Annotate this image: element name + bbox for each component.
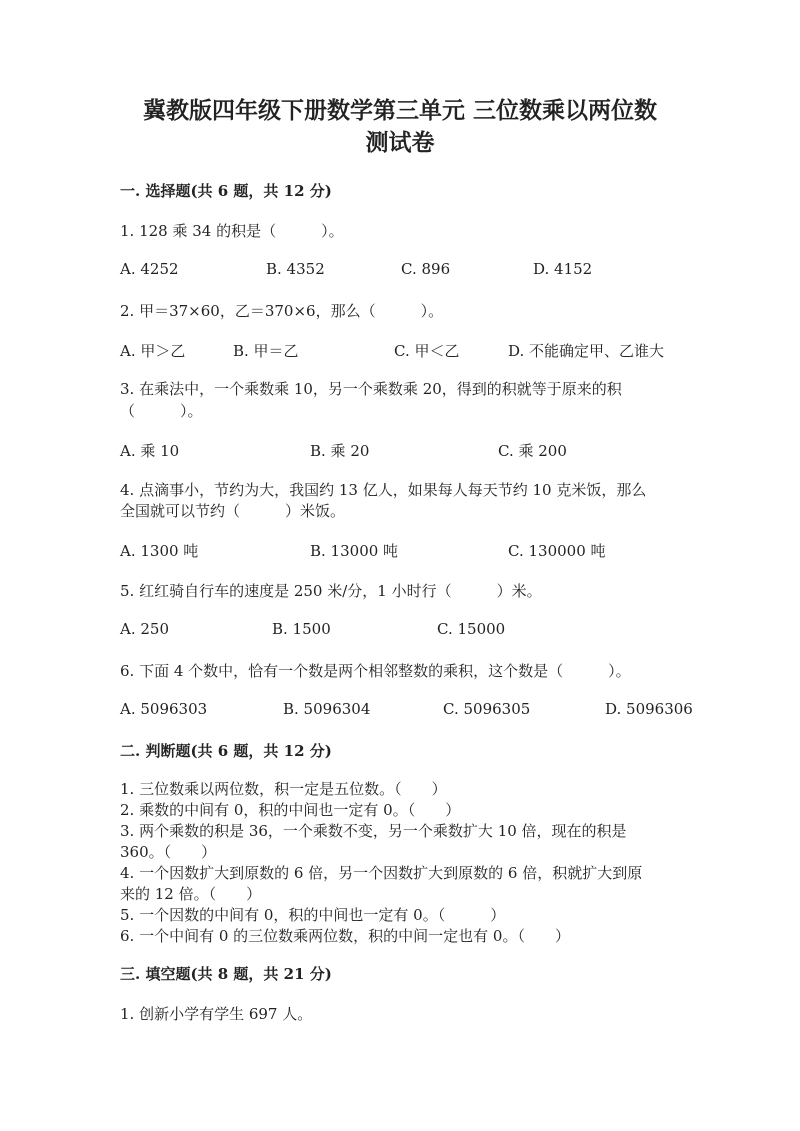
judgment-item-6: 6. 一个中间有 0 的三位数乘两位数，积的中间一定也有 0。（ ） — [120, 927, 570, 945]
question-4-line-1: 4. 点滴事小，节约为大，我国约 13 亿人，如果每人每天节约 10 克米饭，那么 — [120, 481, 647, 499]
q5-option-c: C. 15000 — [437, 620, 506, 638]
judgment-item-5: 5. 一个因数的中间有 0，积的中间也一定有 0。（ ） — [120, 906, 506, 924]
q4-option-a: A. 1300 吨 — [120, 542, 199, 560]
q1-option-a: A. 4252 — [120, 260, 179, 278]
judgment-item-3-line-1: 3. 两个乘数的积是 36，一个乘数不变，另一个乘数扩大 10 倍，现在的积是 — [120, 822, 627, 840]
q4-option-b: B. 13000 吨 — [310, 542, 399, 560]
section-heading-judgment: 二. 判断题(共 6 题，共 12 分) — [120, 742, 332, 760]
q1-option-b: B. 4352 — [266, 260, 325, 278]
q2-option-a: A. 甲＞乙 — [120, 342, 186, 360]
judgment-item-2: 2. 乘数的中间有 0，积的中间也一定有 0。（ ） — [120, 801, 461, 819]
q6-option-c: C. 5096305 — [443, 700, 531, 718]
q3-option-a: A. 乘 10 — [120, 442, 180, 460]
question-3-line-2: （ ）。 — [120, 402, 203, 420]
question-1: 1. 128 乘 34 的积是（ ）。 — [120, 222, 344, 240]
q6-option-d: D. 5096306 — [605, 700, 693, 718]
judgment-item-1: 1. 三位数乘以两位数，积一定是五位数。（ ） — [120, 780, 447, 798]
q5-option-a: A. 250 — [120, 620, 169, 638]
question-2: 2. 甲＝37×60，乙＝370×6，那么（ ）。 — [120, 302, 444, 320]
q4-option-c: C. 130000 吨 — [508, 542, 606, 560]
q2-option-d: D. 不能确定甲、乙谁大 — [508, 342, 665, 360]
judgment-item-3-line-2: 360。（ ） — [120, 843, 217, 861]
title-line-1: 冀教版四年级下册数学第三单元 三位数乘以两位数 — [142, 97, 657, 124]
q1-option-d: D. 4152 — [533, 260, 593, 278]
q2-option-c: C. 甲＜乙 — [394, 342, 460, 360]
section-heading-choice: 一. 选择题(共 6 题，共 12 分) — [120, 182, 332, 200]
question-4-line-2: 全国就可以节约（ ）米饭。 — [120, 502, 346, 520]
q2-option-b: B. 甲＝乙 — [233, 342, 299, 360]
q6-option-a: A. 5096303 — [120, 700, 208, 718]
page-title — [0, 95, 800, 159]
question-6: 6. 下面 4 个数中，恰有一个数是两个相邻整数的乘积，这个数是（ ）。 — [120, 662, 631, 680]
question-3-line-1: 3. 在乘法中，一个乘数乘 10，另一个乘数乘 20，得到的积就等于原来的积 — [120, 380, 622, 398]
q6-option-b: B. 5096304 — [283, 700, 371, 718]
q5-option-b: B. 1500 — [272, 620, 331, 638]
q3-option-b: B. 乘 20 — [310, 442, 370, 460]
fill-blank-item-1: 1. 创新小学有学生 697 人。 — [120, 1005, 313, 1023]
judgment-item-4-line-1: 4. 一个因数扩大到原数的 6 倍，另一个因数扩大到原数的 6 倍，积就扩大到原 — [120, 864, 643, 882]
q1-option-c: C. 896 — [401, 260, 451, 278]
title-line-2: 测试卷 — [365, 129, 435, 156]
question-5: 5. 红红骑自行车的速度是 250 米/分，1 小时行（ ）米。 — [120, 582, 542, 600]
judgment-item-4-line-2: 来的 12 倍。（ ） — [120, 885, 262, 903]
q3-option-c: C. 乘 200 — [498, 442, 567, 460]
section-heading-fill-blank: 三. 填空题(共 8 题，共 21 分) — [120, 965, 332, 983]
